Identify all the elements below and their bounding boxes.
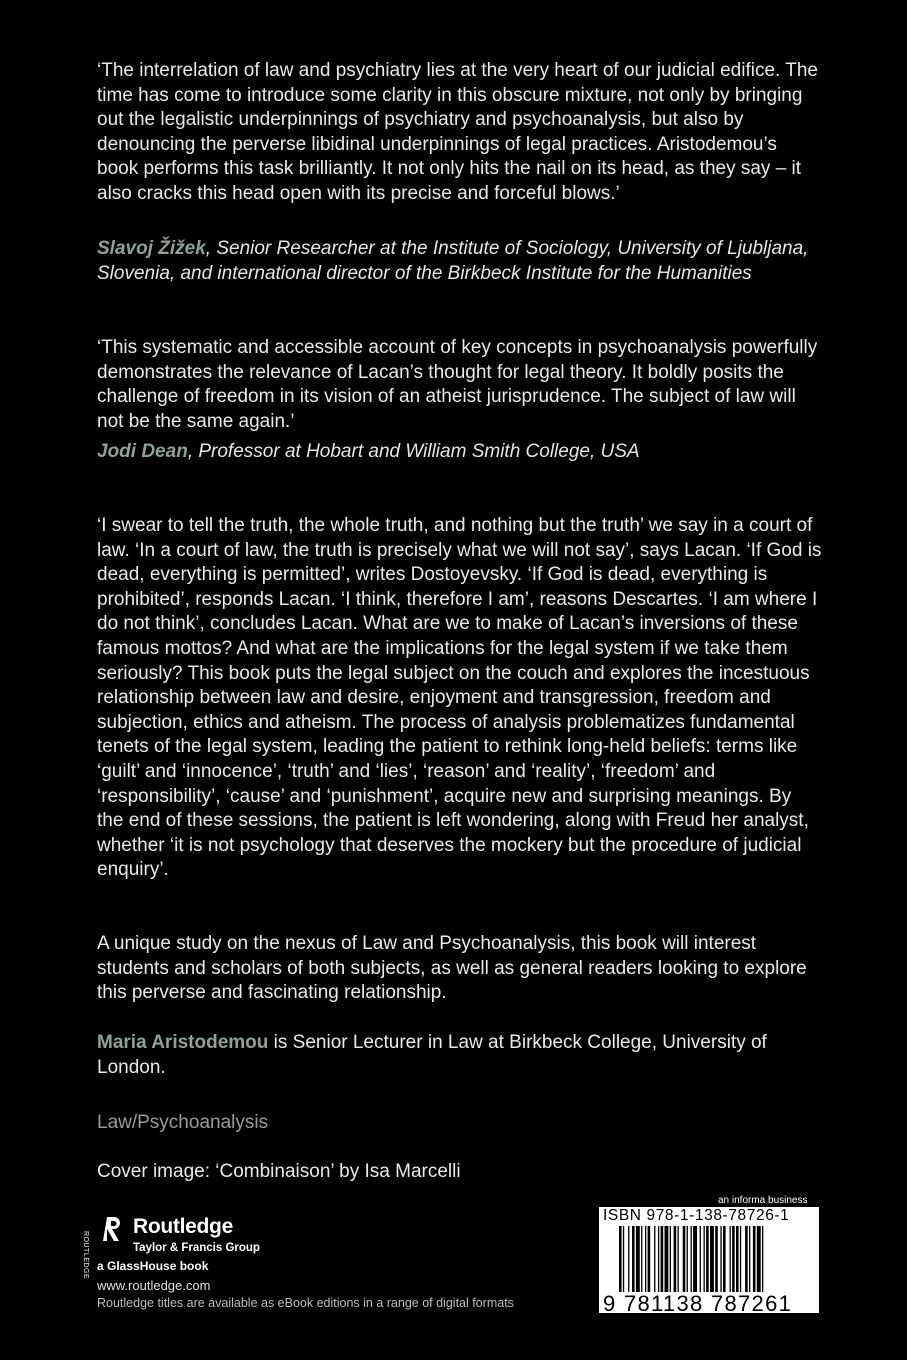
publisher-name: Routledge [133,1215,233,1238]
barcode-bar [687,1226,688,1292]
barcode-bar [645,1226,646,1292]
publisher-logo-block [82,1215,514,1310]
barcode-bar [654,1226,655,1292]
barcode-bar [693,1226,697,1292]
barcode-bar [740,1226,741,1292]
barcode-bar [678,1226,679,1292]
barcode-bar [710,1226,714,1292]
barcode-bar [762,1226,763,1292]
book-summary: A unique study on the nexus of Law and Psychoanalysis, this book will interest students and scholars of both subjects, as well as general readers looking to explore this perverse and fascinating relationship. [97,933,807,1004]
barcode-bar [665,1226,669,1292]
barcode-bar [674,1226,677,1292]
barcode-digits: 9 781138 787261 [603,1291,793,1316]
logo-vertical-text: ROUTLEDGE [82,1231,89,1280]
book-description: ‘I swear to tell the truth, the whole truth, and nothing but the truth’ we say in a court of law. ‘In a court of law, the truth is precisely what we will not say’, says Lacan. ‘If God is dead, everything is permitted’, writes Dostoyevsky. ‘If God is dead, everything is prohibited’, responds Lacan. ‘I think, therefore I am’, reasons Descartes. ‘I am where I do not think’, concludes Lacan. What are we to make of Lacan’s inversions of these famous mottos? And what are the implications for the legal system if we take them seriously? This book puts the legal subject on the couch and explores the incestuous relationship between law and desire, enjoyment and transgression, freedom and subjection, ethics and atheism. The process of analysis problematizes fundamental tenets of the legal system, leading the patient to rethink long-held beliefs: terms like ‘guilt’ and ‘innocence’, ‘truth’ and ‘lies’, ‘reason’ and ‘reality’, ‘freedom’ and ‘responsibility’, ‘cause’ and ‘punishment’, acquire new and surprising meanings. By the end of these sessions, the patient is left wondering, along with Freud her analyst, whether ‘it is not psychology that deserves the mockery but the procedure of judicial enquiry’. [97,515,822,881]
informa-tagline: an informa business [718,1195,808,1206]
barcode-bar [715,1226,718,1292]
barcode-bar [749,1226,750,1292]
quote-1-author: Slavoj Žižek [97,238,206,259]
ebook-note: Routledge titles are available as eBook editions in a range of digital formats [97,1296,514,1310]
author-bio-text: is Senior Lecturer in Law at Birkbeck College, University of London. [97,1032,767,1078]
barcode-bar [753,1226,756,1292]
routledge-logo-icon [97,1215,121,1255]
barcode-bar [732,1226,735,1292]
barcode-bar [706,1226,709,1292]
barcode-bar [723,1226,726,1292]
barcode-bar [736,1226,739,1292]
publisher-imprint: a GlassHouse book [97,1259,209,1273]
subject-category: Law/Psychoanalysis [97,1112,269,1133]
barcode-bar [632,1226,635,1292]
barcode-bars [619,1226,809,1292]
quote-1-affiliation: , Senior Researcher at the Institute of Sociology, University of Ljubljana, Slovenia, and international director of the Birkbeck Institute for the Humanities [97,238,809,284]
quote-2-attribution [97,440,822,465]
barcode-bar [648,1226,651,1292]
barcode-bar [704,1226,705,1292]
barcode-bar [730,1226,731,1292]
author-name: Maria Aristodemou [97,1032,269,1053]
quote-2-affiliation: , Professor at Hobart and William Smith College, USA [187,441,640,462]
barcode-bar [628,1226,629,1292]
barcode-bar [670,1226,671,1292]
barcode-bar [683,1226,686,1292]
barcode-bar [720,1226,721,1292]
barcode-bar [745,1226,748,1292]
barcode-bar [757,1226,761,1292]
barcode-bar [658,1226,659,1292]
barcode-bar [619,1226,622,1292]
publisher-url[interactable]: www.routledge.com [97,1278,211,1293]
barcode-bar [641,1226,642,1292]
barcode-bar [661,1226,664,1292]
author-bio [97,1031,822,1080]
barcode-bar [623,1226,624,1292]
quote-2: ‘This systematic and accessible account of key concepts in psychoanalysis powerfully demonstrates the relevance of Lacan’s thought for legal theory. It boldly posits the challenge of freedom in its vision of an atheist jurisprudence. The subject of law will not be the same again.’ [97,337,818,432]
isbn-barcode [599,1207,819,1316]
publisher-group: Taylor & Francis Group [133,1242,260,1254]
cover-credit: Cover image: ‘Combinaison’ by Isa Marcelli [97,1161,461,1182]
barcode-bar [636,1226,640,1292]
barcode-bar [700,1226,701,1292]
quote-2-author: Jodi Dean [97,441,188,462]
isbn-number: ISBN 978-1-138-78726-1 [603,1207,790,1224]
barcode-bar [691,1226,692,1292]
quote-1: ‘The interrelation of law and psychiatry lies at the very heart of our judicial edifice. The time has come to introduce some clarity in this obscure mixture, not only by bringing out the legalistic underpinnings of psychiatry and psychoanalysis, but also by denouncing the perverse libidinal underpinnings of legal practices. Aristodemou’s book performs this task brilliantly. It not only hits the nail on its head, as they say – it also cracks this head open with its precise and forceful blows.’ [97,60,818,204]
quote-1-attribution [97,237,822,286]
